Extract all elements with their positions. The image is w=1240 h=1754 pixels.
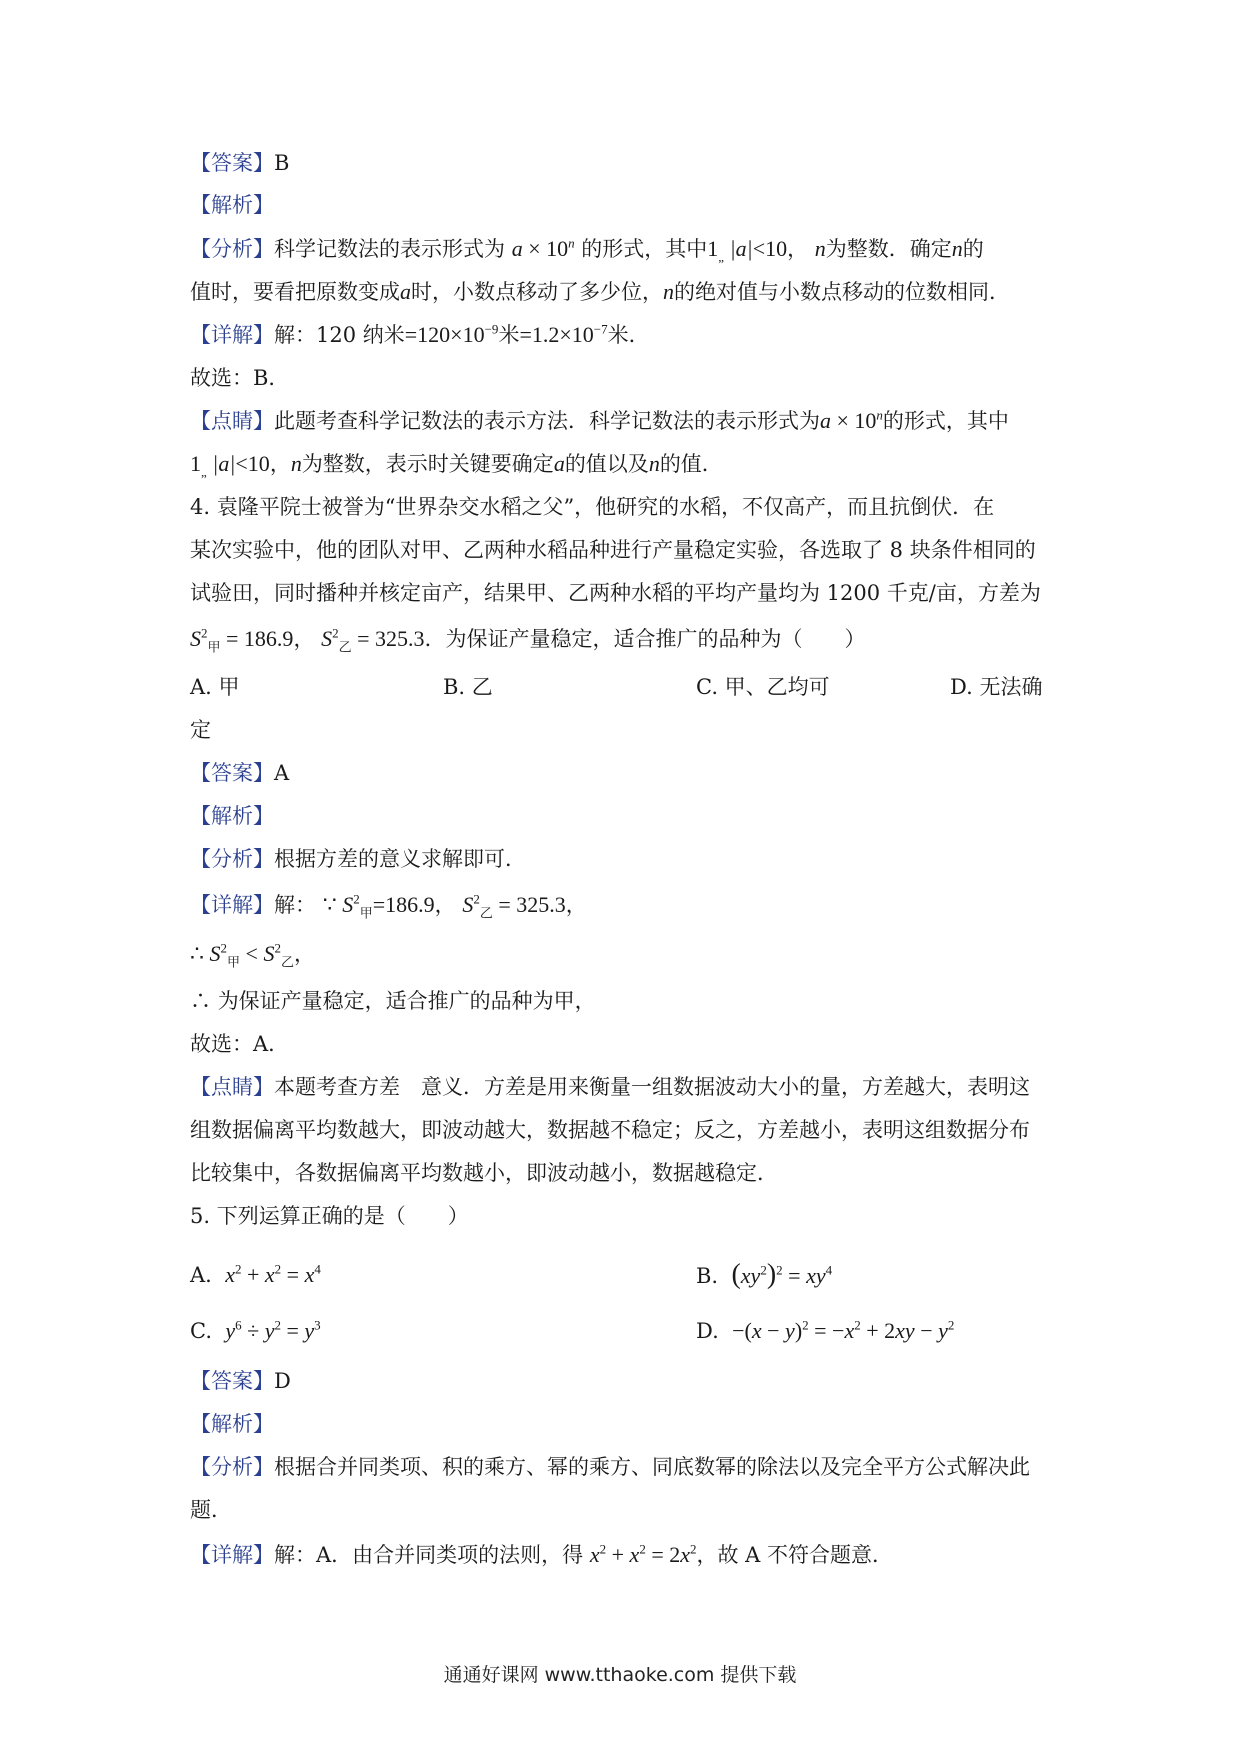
detail-tag: 【详解】: [190, 1543, 274, 1567]
text-span: 的形式，其中: [581, 237, 708, 261]
math-expr: a × 10$^n$: [820, 407, 883, 433]
text-span: 试验田，同时播种并核定亩产，结果甲、乙两种水稻的平均产量均为 1200 千克/亩，方差为: [190, 581, 1041, 605]
q4-stem-line-1: [190, 492, 1070, 522]
math-expr: n: [663, 279, 674, 304]
dianjing-tag: 【点睛】: [190, 409, 274, 433]
math-expr: $S^2_甲 = 186.9$: [190, 625, 294, 655]
q3-choose-line: [190, 363, 1070, 393]
text-span: 为保证产量稳定，适合推广的品种为甲，: [217, 989, 596, 1013]
math-expr: ∴ $S^2_甲 < S^2_乙$: [190, 940, 294, 970]
text-span: 定: [190, 718, 211, 742]
analysis-tag: 【解析】: [190, 193, 274, 217]
option-label: C.: [190, 1319, 212, 1343]
q3-dianjing-line-1: [190, 406, 1070, 436]
q4-answer-line: [190, 758, 1070, 788]
q5-stem-line: [190, 1201, 1070, 1231]
text-span: 科学记数法的表示形式为: [274, 237, 505, 261]
text-span: 本题考查方差 意义．方差是用来衡量一组数据波动大小的量，方差越大，表明这: [274, 1075, 1030, 1099]
q4-stem-line-2: [190, 535, 1070, 565]
text-span: 此题考查科学记数法的表示方法．科学记数法的表示形式为: [274, 409, 820, 433]
fenxi-tag: 【分析】: [190, 1455, 274, 1479]
answer-tag: 【答案】: [190, 1369, 274, 1393]
q5-fenxi-line-2: [190, 1495, 1070, 1525]
text-span: 故选：B．: [190, 366, 290, 390]
math-expr: a × 10$^n$: [511, 235, 575, 261]
q4-dianjing-line-3: [190, 1158, 1070, 1188]
math-expr: $=120\times 10^{-9}$: [404, 321, 499, 347]
option-label: B.: [696, 1264, 719, 1288]
text-span: 某次实验中，他的团队对甲、乙两种水稻品种进行产量稳定实验，各选取了 8 块条件相同的: [190, 538, 1036, 562]
math-expr: ∵ $S^2_甲=186.9$: [322, 891, 435, 921]
text-span: 的值以及: [564, 452, 649, 476]
math-expr: n: [648, 451, 660, 476]
q3-analysis-heading: [190, 190, 1070, 220]
q4-choose-line: [190, 1029, 1070, 1059]
q5-option-d: [696, 1316, 954, 1346]
text-span: 4. 袁隆平院士被誉为“世界杂交水稻之父”，他研究的水稻，不仅高产，而且抗倒伏．在: [190, 495, 995, 519]
q5-answer-line: [190, 1366, 1070, 1396]
text-span: ．为保证产量稳定，适合推广的品种为（ ）: [424, 627, 866, 651]
q5-option-a: [190, 1260, 321, 1290]
therefore-symbol: ∴: [190, 989, 211, 1013]
math-expr: $-(x - y)^2 = -x^2 + 2xy - y^2$: [732, 1317, 955, 1343]
answer-value: A: [274, 761, 290, 785]
q5-fenxi-line-1: [190, 1452, 1070, 1482]
math-expr: a: [400, 279, 411, 304]
q5-detail-line: [190, 1540, 1070, 1570]
math-expr: $x^2 + x^2 = 2x^2$: [589, 1541, 697, 1567]
text-span: 的值．: [659, 452, 723, 476]
math-expr: $1_„$ |a|<10: [190, 451, 270, 480]
q5-analysis-heading: [190, 1409, 1070, 1439]
q3-fenxi-line-1: 【分析】科学记数法的表示形式为 a × 10$^n$ 的形式，其中$1_„$ |a|<10， n为整数．确定n的: [190, 235, 984, 265]
math-expr: n: [951, 236, 963, 261]
text-span: 解：120 纳米: [274, 323, 405, 347]
text-span: 时，小数点移动了多少位，: [411, 280, 663, 304]
fenxi-tag: 【分析】: [190, 847, 274, 871]
q4-therefore-line-2: [190, 986, 1070, 1016]
q5-option-c: [190, 1316, 321, 1346]
analysis-tag: 【解析】: [190, 804, 274, 828]
math-expr: $S^2_乙 = 325.3$: [462, 891, 566, 921]
q4-option-b: B. 乙: [443, 675, 493, 699]
text-span: ，故 A 不符合题意．: [696, 1543, 894, 1567]
text-span: 比较集中，各数据偏离平均数越小，即波动越小，数据越稳定．: [190, 1161, 778, 1185]
math-expr: $=1.2\times 10^{-7}$: [519, 321, 608, 347]
q4-option-c: C. 甲、乙均可: [696, 675, 830, 699]
q3-answer-line: [190, 148, 1070, 178]
text-span: 故选：A．: [190, 1032, 290, 1056]
math-expr: a: [553, 451, 565, 476]
dianjing-tag: 【点睛】: [190, 1075, 274, 1099]
text-span: 解：: [274, 893, 316, 917]
q4-fenxi-line: [190, 844, 1070, 874]
math-expr: $1_„$ |a|<10: [707, 236, 788, 265]
text-span: 为整数．确定: [825, 237, 952, 261]
text-span: 解：A．由合并同类项的法则，得: [274, 1543, 584, 1567]
q4-dianjing-line-2: [190, 1115, 1070, 1145]
math-expr: $x^2 + x^2 = x^4$: [225, 1261, 321, 1287]
option-label: D.: [696, 1319, 719, 1343]
answer-value: B: [274, 151, 290, 175]
q4-option-a: A. 甲: [190, 675, 240, 699]
q3-fenxi-line-2: [190, 277, 1070, 307]
answer-tag: 【答案】: [190, 151, 274, 175]
text-span: 题．: [190, 1498, 232, 1522]
text-span: 的绝对值与小数点移动的位数相同．: [674, 280, 1010, 304]
q3-detail-line: [190, 320, 1070, 350]
q3-dianjing-line-2: $1_„$ |a|<10，n为整数，表示时关键要确定a的值以及n的值．: [190, 451, 723, 480]
text-span: 值时，要看把原数变成: [190, 280, 400, 304]
detail-tag: 【详解】: [190, 323, 274, 347]
answer-tag: 【答案】: [190, 761, 274, 785]
text-span: 5. 下列运算正确的是（ ）: [190, 1204, 469, 1228]
text-span: 为整数，表示时关键要确定: [301, 452, 554, 476]
q4-stem-line-3: [190, 578, 1070, 608]
q4-analysis-heading: [190, 801, 1070, 831]
analysis-tag: 【解析】: [190, 1412, 274, 1436]
text-span: 的形式，其中: [882, 409, 1009, 433]
q4-dianjing-line-1: [190, 1072, 1070, 1102]
q4-option-d-continued: [190, 715, 1070, 745]
math-expr: $S^2_乙 = 325.3$: [321, 625, 425, 655]
text-span: 米: [498, 323, 520, 347]
q4-therefore-line-1: ∴ $S^2_甲 < S^2_乙$，: [190, 940, 315, 970]
text-span: 组数据偏离平均数越大，即波动越大，数据越不稳定；反之，方差越小，表明这组数据分布: [190, 1118, 1030, 1142]
q4-option-d: D. 无法确: [950, 675, 1043, 699]
q4-detail-line: 【详解】解： ∵ $S^2_甲=186.9$， $S^2_乙 = 325.3$，: [190, 891, 587, 921]
answer-value: D: [274, 1369, 291, 1393]
option-label: A.: [190, 1263, 212, 1287]
q4-stem-line-4: $S^2_甲 = 186.9$， $S^2_乙 = 325.3$．为保证产量稳定，适合推广的品种为（ ）: [190, 625, 866, 655]
text-span: 根据合并同类项、积的乘方、幂的乘方、同底数幂的除法以及完全平方公式解决此: [274, 1455, 1030, 1479]
math-expr: $(xy^2)^2 = xy^4$: [731, 1259, 833, 1290]
text-span: 的: [962, 237, 984, 261]
math-expr: n: [290, 451, 302, 476]
math-expr: $y^6 \div y^2 = y^3$: [225, 1317, 321, 1343]
math-expr: n: [814, 236, 826, 261]
text-span: 米．: [607, 323, 650, 347]
page-footer: 通通好课网 www.tthaoke.com 提供下载: [443, 1664, 797, 1686]
text-span: 根据方差的意义求解即可．: [274, 847, 526, 871]
detail-tag: 【详解】: [190, 893, 274, 917]
fenxi-tag: 【分析】: [190, 237, 274, 261]
q5-option-b: [696, 1260, 832, 1291]
